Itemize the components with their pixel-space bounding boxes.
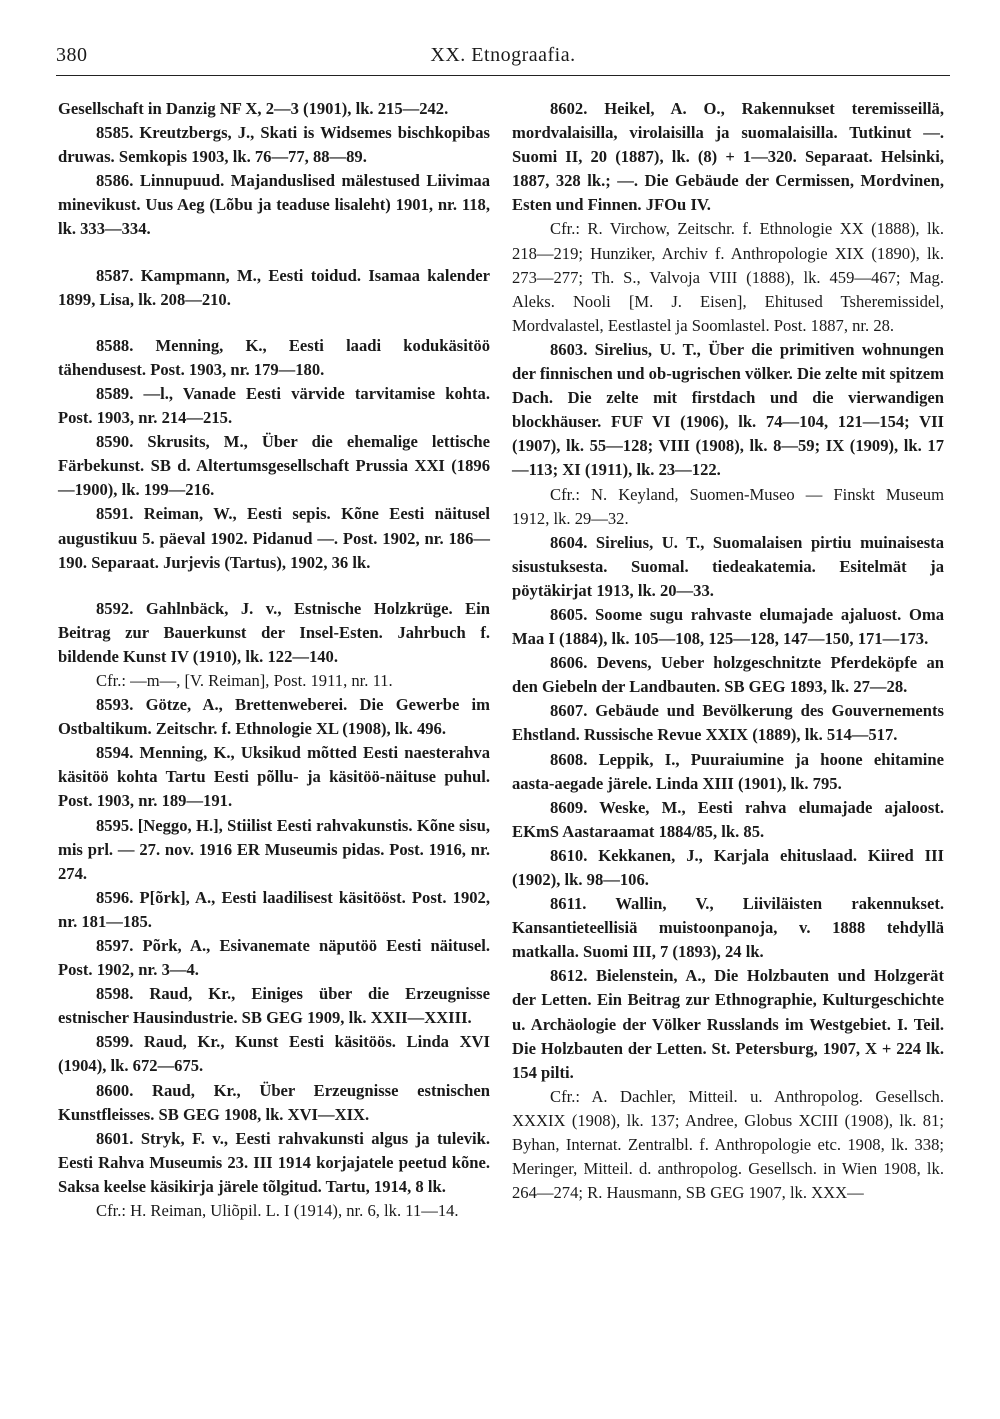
bibliography-entry: 8594. Menning, K., Uksikud mõtted Eesti naesterahva käsitöö kohta Tartu Eesti põllu- ja käsitöö-näituse puhul. Post. 1903, nr. 189—191. <box>58 743 490 811</box>
bibliography-entry: 8605. Soome sugu rahvaste elumajade ajaluost. Oma Maa I (1884), lk. 105—108, 125—128, 147—150, 171—173. <box>512 604 944 649</box>
bibliography-entry: 8597. Põrk, A., Esivanemate näputöö Eesti näitusel. Post. 1902, nr. 3—4. <box>58 936 490 980</box>
bibliography-entry: 8599. Raud, Kr., Kunst Eesti käsitöös. Linda XVI (1904), lk. 672—675. <box>58 1032 490 1076</box>
bibliography-entry: 8589. —l., Vanade Eesti värvide tarvitamise kohta. Post. 1903, nr. 214—215. <box>58 383 490 428</box>
bibliography-entry: 8587. Kampmann, M., Eesti toidud. Isamaa kalender 1899, Lisa, lk. 208—210. <box>58 265 490 309</box>
bibliography-entry: 8610. Kekkanen, J., Karjala ehituslaad. Kiired III (1902), lk. 98—106. <box>512 845 944 889</box>
bibliography-entry: 8603. Sirelius, U. T., Über die primitiven wohnungen der finnischen und ob-ugrischen völker. Die zelte mit spitzem Dach. Die zelte mit firstdach und die vierwandigen blockhäuser. FUF VI (1906), lk. 74—104, 121—154; VII (1907), lk. 55—128; VIII (1908), lk. 8—59; IX (1909), lk. 17—113; XI (1911), lk. 23—122. <box>512 339 944 480</box>
cfr-reference: Cfr.: A. Dachler, Mitteil. u. Anthropolog. Gesellsch. XXXIX (1908), lk. 137; Andree, Globus XCIII (1908), lk. 81; Byhan, Internat. Zentralbl. f. Anthropologie etc. 1908, lk. 338; Meringer, Mitteil. d. anthropolog. Gesellsch. in Wien 1908, lk. 264—274; R. Hausmann, SB GEG 1907, lk. XXX— <box>512 1086 944 1203</box>
header-rule <box>56 75 950 76</box>
bibliography-entry: 8604. Sirelius, U. T., Suomalaisen pirtiu muinaisesta sisustuksesta. Suomal. tiedeakatemia. Esitelmät ja pöytäkirjat 1913, lk. 20—33. <box>512 532 944 600</box>
bibliography-entry: 8598. Raud, Kr., Einiges über die Erzeugnisse estnischer Hausindustrie. SB GEG 1909, lk. XXII—XXIII. <box>58 984 490 1028</box>
bibliography-entry: 8609. Weske, M., Eesti rahva elumajade ajaloost. EKmS Aastaraamat 1884/85, lk. 85. <box>512 797 944 841</box>
bibliography-entry: 8592. Gahlnbäck, J. v., Estnische Holzkrüge. Ein Beitrag zur Bauerkunst der Insel-Esten. Jahrbuch f. bildende Kunst IV (1910), lk. 122—140. <box>58 598 490 666</box>
bibliography-entry: 8591. Reiman, W., Eesti sepis. Kõne Eesti näitusel augustikuu 5. päeval 1902. Pidanud —. Post. 1902, nr. 186—190. Separaat. Jurjevis (Tartus), 1902, 36 lk. <box>58 504 490 572</box>
bibliography-entry: 8601. Stryk, F. v., Eesti rahvakunsti algus ja tulevik. Eesti Rahva Museumis 23. III 1914 korjajatele peetud kõne. Saksa keelse käsikirja järele tõlgitud. Tartu, 1914, 8 lk. <box>58 1128 490 1196</box>
bibliography-entry: 8611. Wallin, V., Liiviläisten rakennukset. Kansantieteellisiä muistoonpanoja, v. 1888 tehdyllä matkalla. Suomi III, 7 (1893), 24 lk. <box>512 894 944 962</box>
bibliography-entry: 8590. Skrusits, M., Über die ehemalige lettische Färbekunst. SB d. Altertumsgesellschaft Prussia XXI (1896—1900), lk. 199—216. <box>58 432 490 500</box>
bibliography-entry: 8588. Menning, K., Eesti laadi kodukäsitöö tähendusest. Post. 1903, nr. 179—180. <box>58 335 490 379</box>
bibliography-entry: 8595. [Neggo, H.], Stiilist Eesti rahvakunstis. Kõne sisu, mis prl. — 27. nov. 1916 ER Museumis pidas. Post. 1916, nr. 274. <box>58 815 490 883</box>
bibliography-entry: 8612. Bielenstein, A., Die Holzbauten und Holzgerät der Letten. Ein Beitrag zur Ethnographie, Kulturgeschichte u. Archäologie der Völker Russlands im Westgebiet. I. Teil. Die Holzbauten der Letten. St. Petersburg, 1907, X + 224 lk. 154 pilti. <box>512 966 944 1082</box>
bibliography-entry: 8602. Heikel, A. O., Rakennukset teremisseillä, mordvalaisilla, virolaisilla ja suomalaisilla. Tutkinut —. Suomi II, 20 (1887), lk. (8) + 1—320. Separaat. Helsinki, 1887, 328 lk.; —. Die Gebäude der Cermissen, Mordvinen, Esten und Finnen. JFOu IV. <box>512 99 944 215</box>
cfr-reference: Cfr.: N. Keyland, Suomen-Museo — Finskt Museum 1912, lk. 29—32. <box>512 484 944 528</box>
page-number: 380 <box>56 44 88 66</box>
cfr-reference: Cfr.: —m—, [V. Reiman], Post. 1911, nr. 11. <box>96 670 393 690</box>
bibliography-entry: 8596. P[õrk], A., Eesti laadilisest käsitööst. Post. 1902, nr. 181—185. <box>58 887 490 931</box>
running-head: XX. Etnograafia. <box>430 44 576 66</box>
page-header <box>56 44 950 76</box>
bibliography-entry: 8585. Kreutzbergs, J., Skati is Widsemes bischkopibas druwas. Semkopis 1903, lk. 76—77, 88—89. <box>58 123 490 167</box>
cfr-reference: Cfr.: R. Virchow, Zeitschr. f. Ethnologie XX (1888), lk. 218—219; Hunziker, Archiv f. Anthropologie XIX (1890), lk. 273—277; Th. S., Valvoja VIII (1888), lk. 459—467; Mag. Aleks. Nooli [M. J. Eisen], Ehitused Tsheremissidel, Mordvalastel, Eestlastel ja Soomlastel. Post. 1887, nr. 28. <box>512 219 944 335</box>
cfr-reference: Cfr.: H. Reiman, Uliõpil. L. I (1914), nr. 6, lk. 11—14. <box>96 1201 459 1221</box>
bibliography-entry: 8608. Leppik, I., Puuraiumine ja hoone ehitamine aasta-aegade järele. Linda XIII (1901), lk. 795. <box>512 749 944 793</box>
bibliography-entry: 8600. Raud, Kr., Über Erzeugnisse estnischen Kunstfleisses. SB GEG 1908, lk. XVI—XIX. <box>58 1080 490 1124</box>
bibliography-entry: Gesellschaft in Danzig NF X, 2—3 (1901), lk. 215—242. <box>58 99 449 118</box>
bibliography-entry: 8593. Götze, A., Brettenweberei. Die Gewerbe im Ostbaltikum. Zeitschr. f. Ethnologie XL (1908), lk. 496. <box>58 695 490 739</box>
bibliography-entry: 8586. Linnupuud. Majanduslised mälestused Liivimaa minevikust. Uus Aeg (Lõbu ja teaduse lisaleht) 1901, nr. 118, lk. 333—334. <box>58 171 490 239</box>
bibliography-entry: 8607. Gebäude und Bevölkerung des Gouvernements Ehstland. Russische Revue XXIX (1889), lk. 514—517. <box>512 701 944 745</box>
left-column <box>58 97 490 1223</box>
bibliography-entry: 8606. Devens, Ueber holzgeschnitzte Pferdeköpfe an den Giebeln der Landbauten. SB GEG 1893, lk. 27—28. <box>512 653 944 697</box>
right-column <box>512 97 944 1205</box>
